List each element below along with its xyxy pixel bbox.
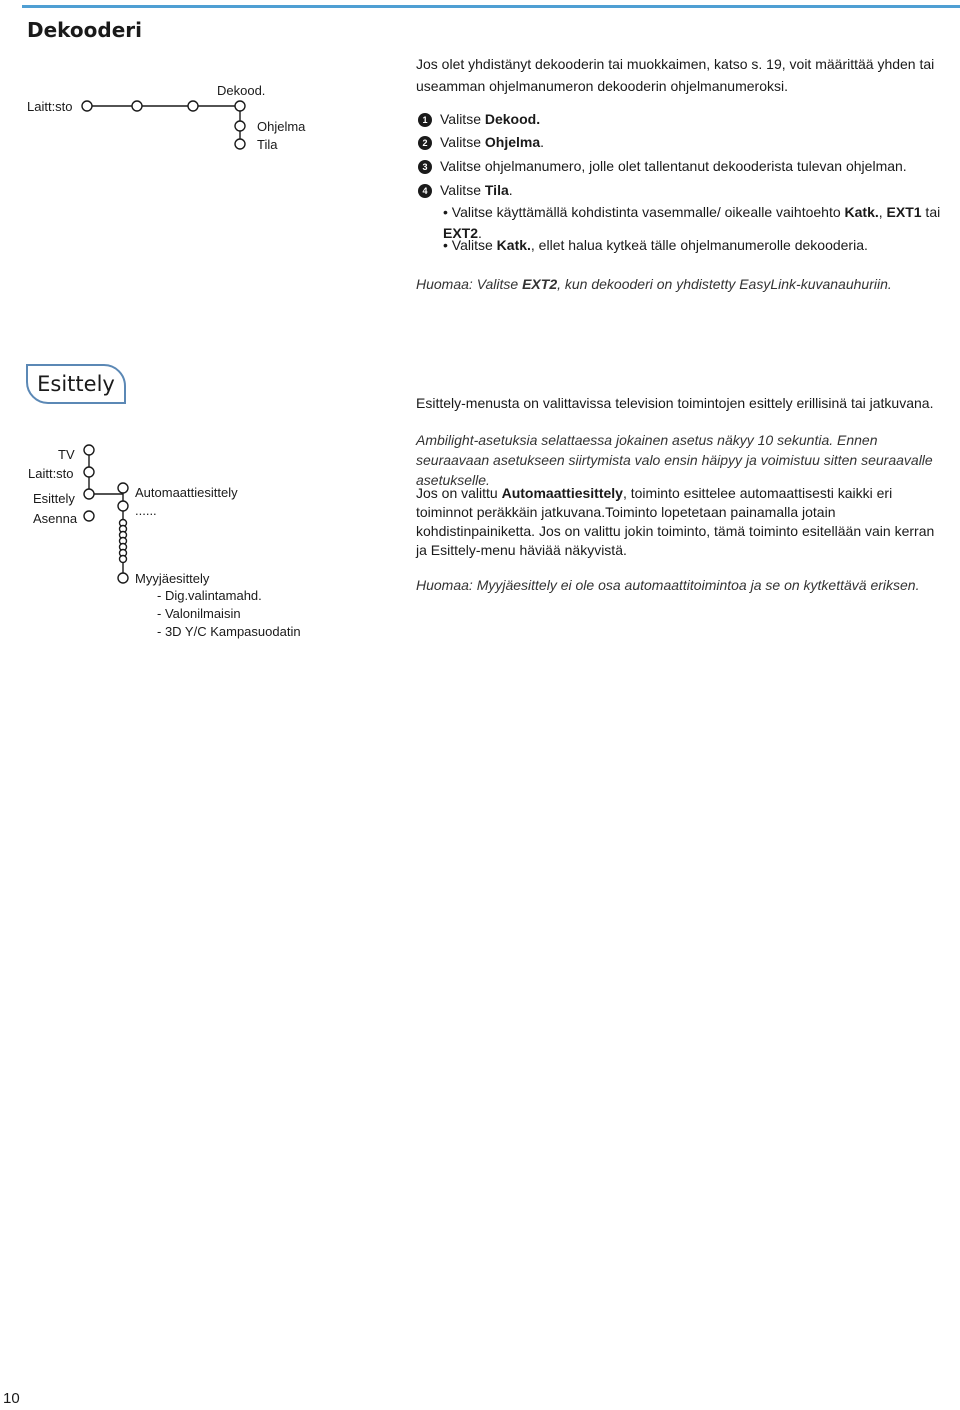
step-number-icon: 3 (418, 160, 432, 174)
tree-node-icon (84, 445, 94, 455)
menu-item-myyjaesittely: Myyjäesittely (135, 571, 210, 586)
menu-item-laittsto: Laitt:sto (28, 466, 74, 481)
step-number-icon: 2 (418, 136, 432, 150)
tree-node-icon (235, 139, 245, 149)
step-1: 1 Valitse Dekood. (418, 111, 540, 127)
tree-node-icon (132, 101, 142, 111)
tree-node-icon (235, 101, 245, 111)
menu-item-tila: Tila (257, 137, 278, 152)
esittely-paragraph-2: Jos on valittu Automaattiesittely, toiminto esittelee automaattisesti kaikki eri toiminnot peräkkäin jatkuvana.Toiminto lopetetaan painamalla jotain kohdistinpainiketta. Jos on valittu jokin toiminto, tämä toiminto esitellään vain kerran ja Esittely-menu häviää näkyvistä. (416, 485, 935, 558)
step-3: 3 Valitse ohjelmanumero, jolle olet tallentanut dekooderista tulevan ohjelman. (418, 158, 907, 174)
step-2: 2 Valitse Ohjelma. (418, 134, 544, 150)
step-number-icon: 4 (418, 184, 432, 198)
esittely-ambilight-note: Ambilight-asetuksia selattaessa jokainen asetus näkyy 10 sekuntia. Ennen seuraavaan asetukseen siirtymista valo ensin häipyy ja voimistuu sitten seuraavalle asetukselle. (416, 432, 933, 488)
note-dekooderi: Huomaa: Valitse EXT2, kun dekooderi on yhdistetty EasyLink-kuvanauhuriin. (416, 276, 892, 292)
section-title-esittely: Esittely (26, 364, 126, 404)
step-number-icon: 1 (418, 113, 432, 127)
menu-tree-diagram-1 (0, 0, 400, 160)
menu-item-esittely: Esittely (33, 491, 75, 506)
menu-item-tv: TV (58, 447, 75, 462)
menu-tree-diagram-2 (0, 430, 140, 590)
menu-item-dekood: Dekood. (217, 83, 266, 98)
menu-item-dig-valinta: - Dig.valintamahd. (157, 588, 262, 603)
intro-paragraph: Jos olet yhdistänyt dekooderin tai muokkaimen, katso s. 19, voit määrittää yhden tai useamman ohjelmanumeron dekooderin ohjelmanumeroksi. (416, 56, 935, 94)
menu-item-valonilmaisin: - Valonilmaisin (157, 606, 241, 621)
tree-node-icon (84, 467, 94, 477)
stacked-nodes-icon (120, 520, 127, 563)
esittely-paragraph-1: Esittely-menusta on valittavissa television toimintojen esittely erillisinä tai jatkuvana. (416, 395, 934, 411)
tree-node-icon (118, 483, 128, 493)
menu-item-automaattiesittely: Automaattiesittely (135, 485, 238, 500)
tree-node-icon (235, 121, 245, 131)
tree-node-icon (118, 501, 128, 511)
bullet-2: • Valitse Katk., ellet halua kytkeä tälle ohjelmanumerolle dekooderia. (443, 237, 868, 253)
tree-node-icon (188, 101, 198, 111)
step-4: 4 Valitse Tila. (418, 182, 513, 198)
esittely-note: Huomaa: Myyjäesittely ei ole osa automaattitoimintoa ja se on kytkettävä eriksen. (416, 577, 920, 593)
menu-item-ohjelma: Ohjelma (257, 119, 306, 134)
tree-node-icon (84, 511, 94, 521)
menu-item-laittsto: Laitt:sto (27, 99, 73, 114)
bullet-1: • Valitse käyttämällä kohdistinta vasemmalle/ oikealle vaihtoehto Katk., EXT1 tai EXT2. (443, 204, 941, 241)
menu-item-ellipsis: ...... (135, 503, 157, 518)
tree-node-icon (118, 573, 128, 583)
page-number: 10 (3, 1390, 20, 1407)
menu-item-kampasuodatin: - 3D Y/C Kampasuodatin (157, 624, 301, 639)
tree-node-icon (82, 101, 92, 111)
tree-node-icon (84, 489, 94, 499)
section-title-dekooderi: Dekooderi (27, 18, 143, 42)
menu-item-asenna: Asenna (33, 511, 78, 526)
